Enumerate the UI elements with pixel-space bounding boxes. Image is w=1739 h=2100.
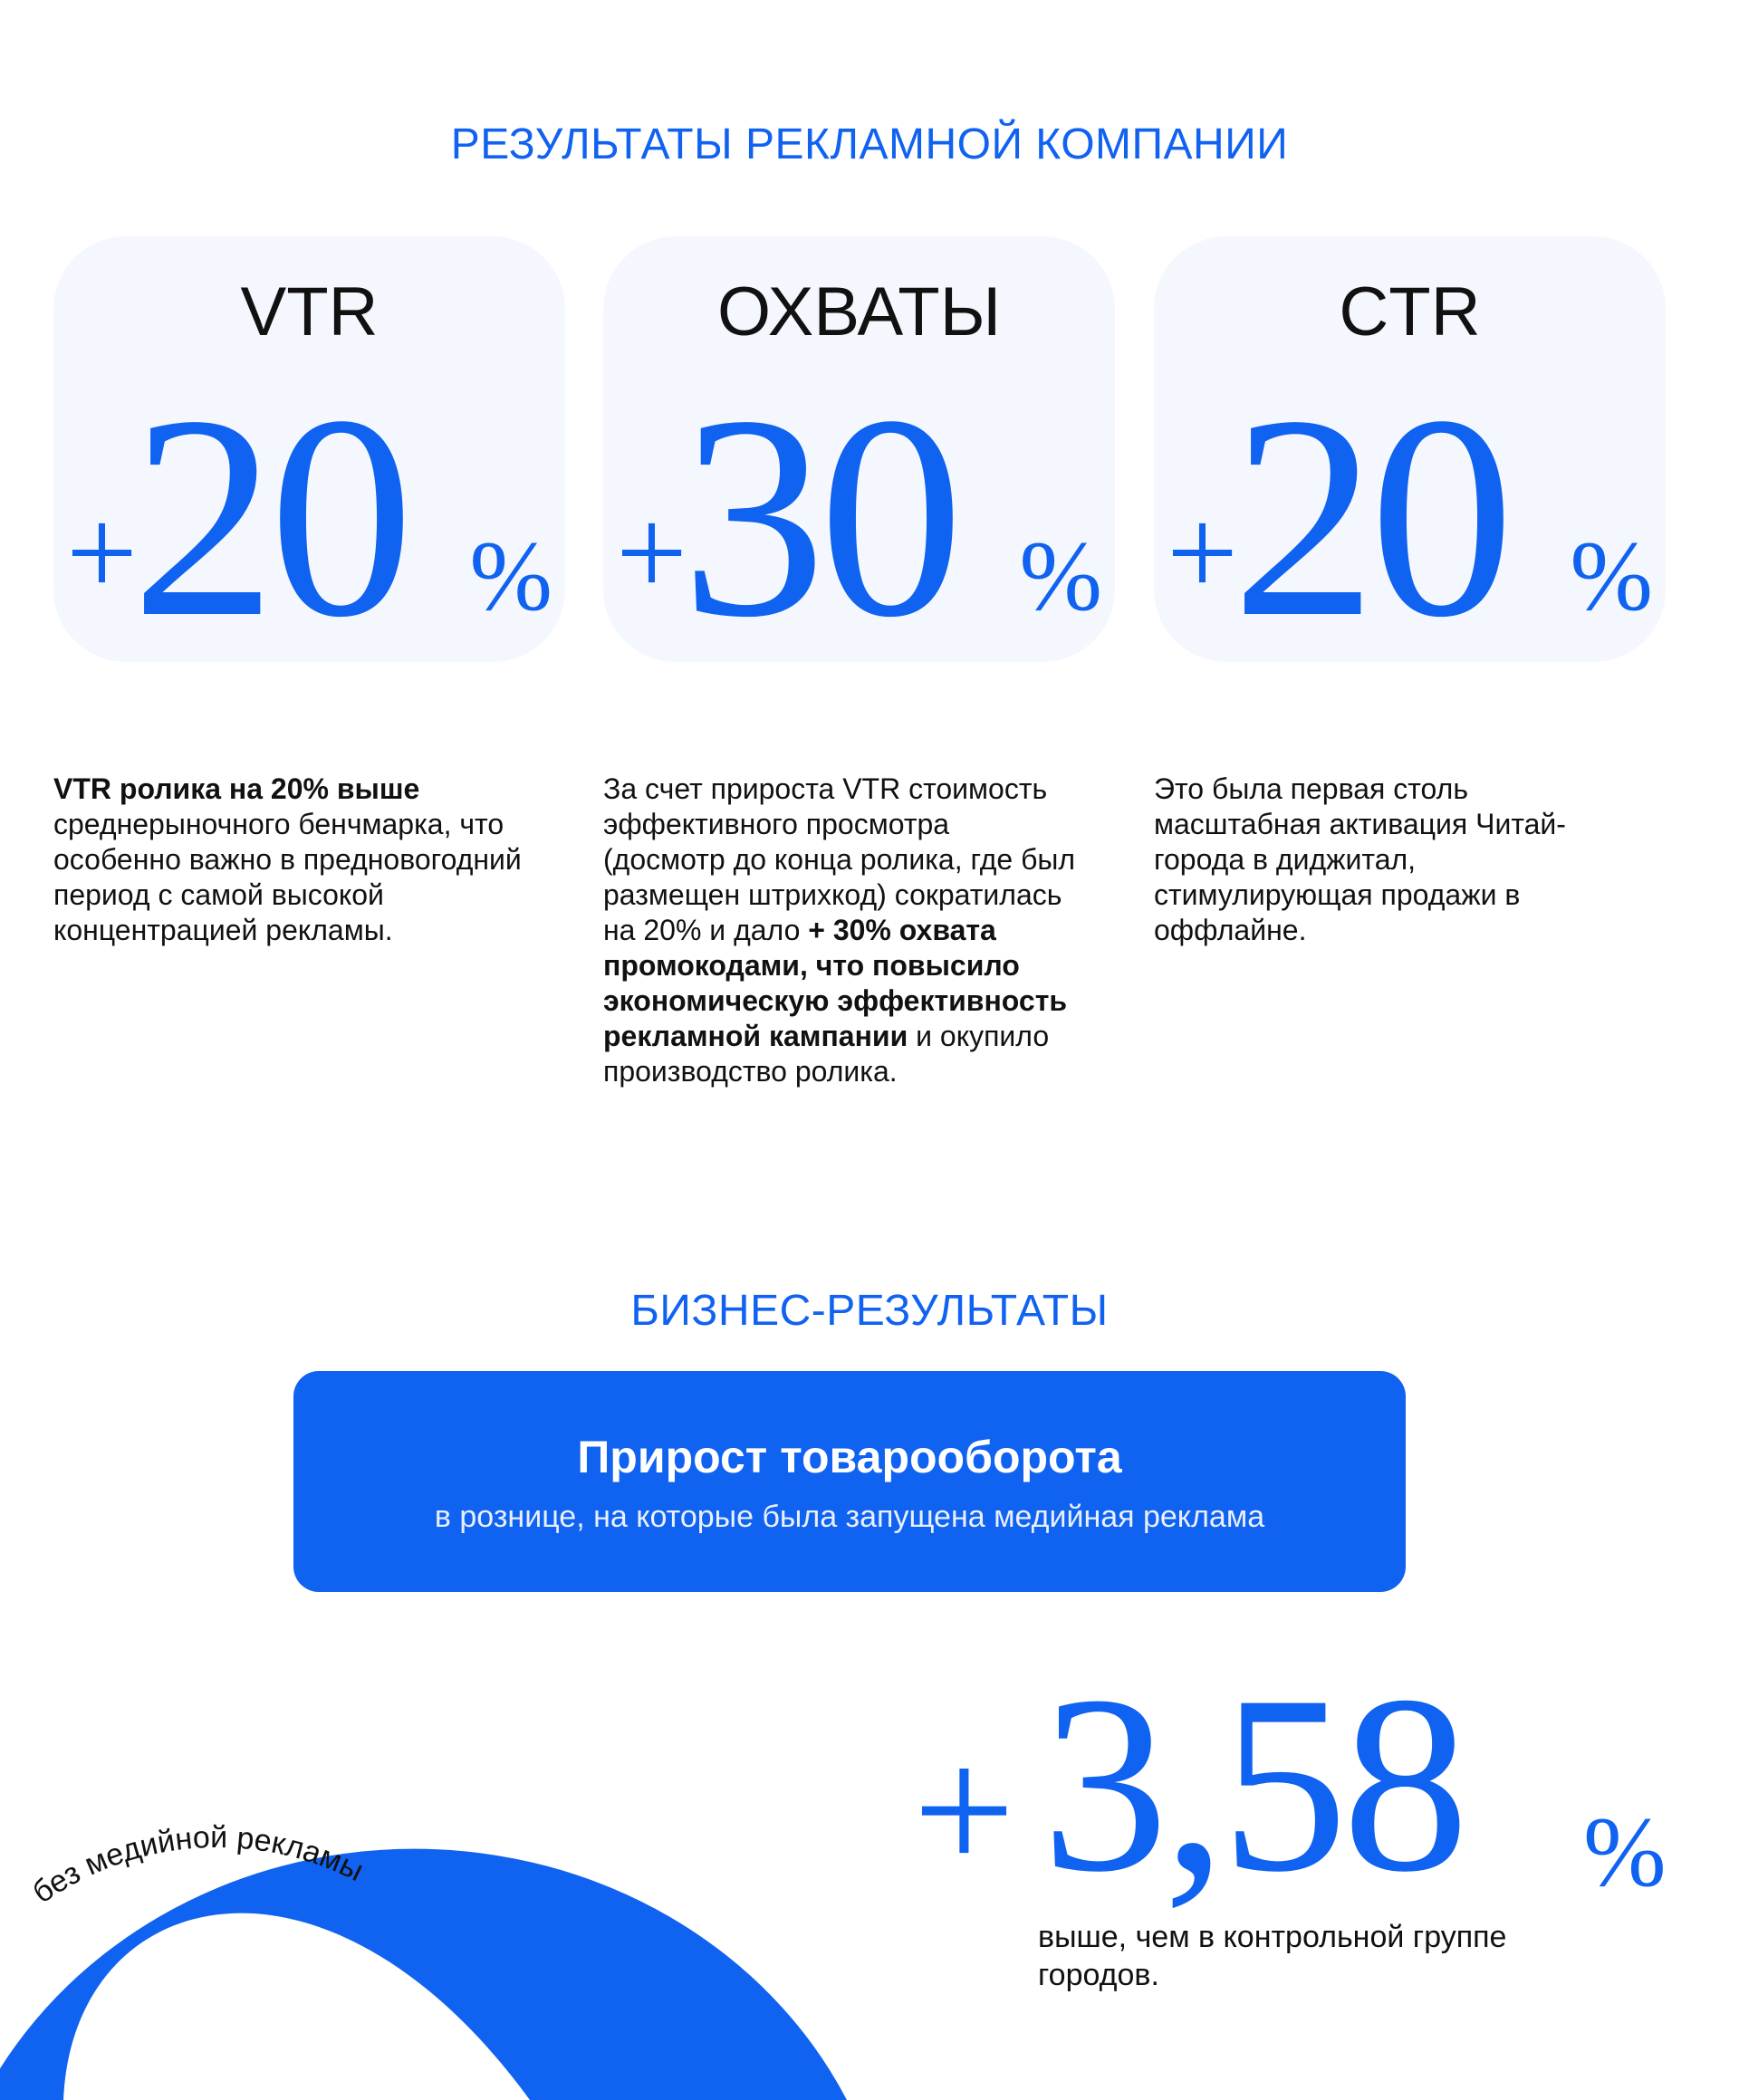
ctr-description bbox=[1154, 772, 1589, 948]
turnover-banner bbox=[293, 1371, 1406, 1592]
metric-percent: % bbox=[1019, 521, 1102, 631]
result-description: выше, чем в контрольной группе городов. bbox=[1038, 1920, 1507, 1992]
metric-plus: + bbox=[66, 483, 138, 623]
metric-label: ОХВАТЫ bbox=[716, 273, 1002, 350]
metric-card-vtr bbox=[53, 236, 565, 662]
metric-card-ctr bbox=[1154, 236, 1666, 662]
campaign-results-title: РЕЗУЛЬТАТЫ РЕКЛАМНОЙ КОМПАНИИ bbox=[450, 120, 1289, 168]
vtr-description bbox=[53, 772, 524, 948]
metric-percent: % bbox=[469, 521, 552, 631]
result-plus: + bbox=[913, 1711, 1015, 1911]
inner-arc-label: без медийной рекламы bbox=[26, 1819, 370, 1911]
comparison-arc-graphic bbox=[0, 1702, 870, 2100]
vtr-description-bold: VTR ролика на 20% выше bbox=[53, 772, 420, 805]
banner-title: Прирост товарооборота bbox=[577, 1432, 1122, 1482]
reach-description-text2: и окупило производство ролика. bbox=[603, 1020, 1050, 1088]
result-value: 3,58 bbox=[1042, 1643, 1464, 1924]
business-results-title: БИЗНЕС-РЕЗУЛЬТАТЫ bbox=[630, 1287, 1109, 1335]
metric-plus: + bbox=[616, 483, 687, 623]
metric-value: 30 bbox=[681, 357, 956, 662]
metric-label: VTR bbox=[240, 273, 379, 350]
metric-value: 20 bbox=[131, 357, 407, 662]
metric-card-reach bbox=[603, 236, 1115, 662]
reach-description-text1: За счет прироста VTR стоимость эффективного просмотра (досмотр до конца ролика, где был размещен штрихкод) сократилась на 20% и дало bbox=[603, 772, 1076, 946]
reach-description-bold: + 30% охвата промокодами, что повысило экономическую эффективность рекламной кампании bbox=[603, 914, 1068, 1052]
ctr-description-text: Это была первая столь масштабная активация Читай-города в диджитал, стимулирующая продажи в оффлайне. bbox=[1154, 772, 1566, 946]
vtr-description-text: среднерыночного бенчмарка, что особенно важно в предновогодний период с самой высокой концентрацией рекламы. bbox=[53, 808, 522, 946]
metric-percent: % bbox=[1570, 521, 1653, 631]
reach-description bbox=[603, 772, 1079, 1089]
result-percent: % bbox=[1583, 1797, 1667, 1907]
metric-value: 20 bbox=[1232, 357, 1507, 662]
outer-arc-label: с медийной рекламой bbox=[277, 1708, 635, 1817]
metric-plus: + bbox=[1167, 483, 1238, 623]
banner-subtitle: в рознице, на которые была запущена медийная реклама bbox=[434, 1500, 1265, 1534]
metric-label: CTR bbox=[1339, 273, 1481, 350]
